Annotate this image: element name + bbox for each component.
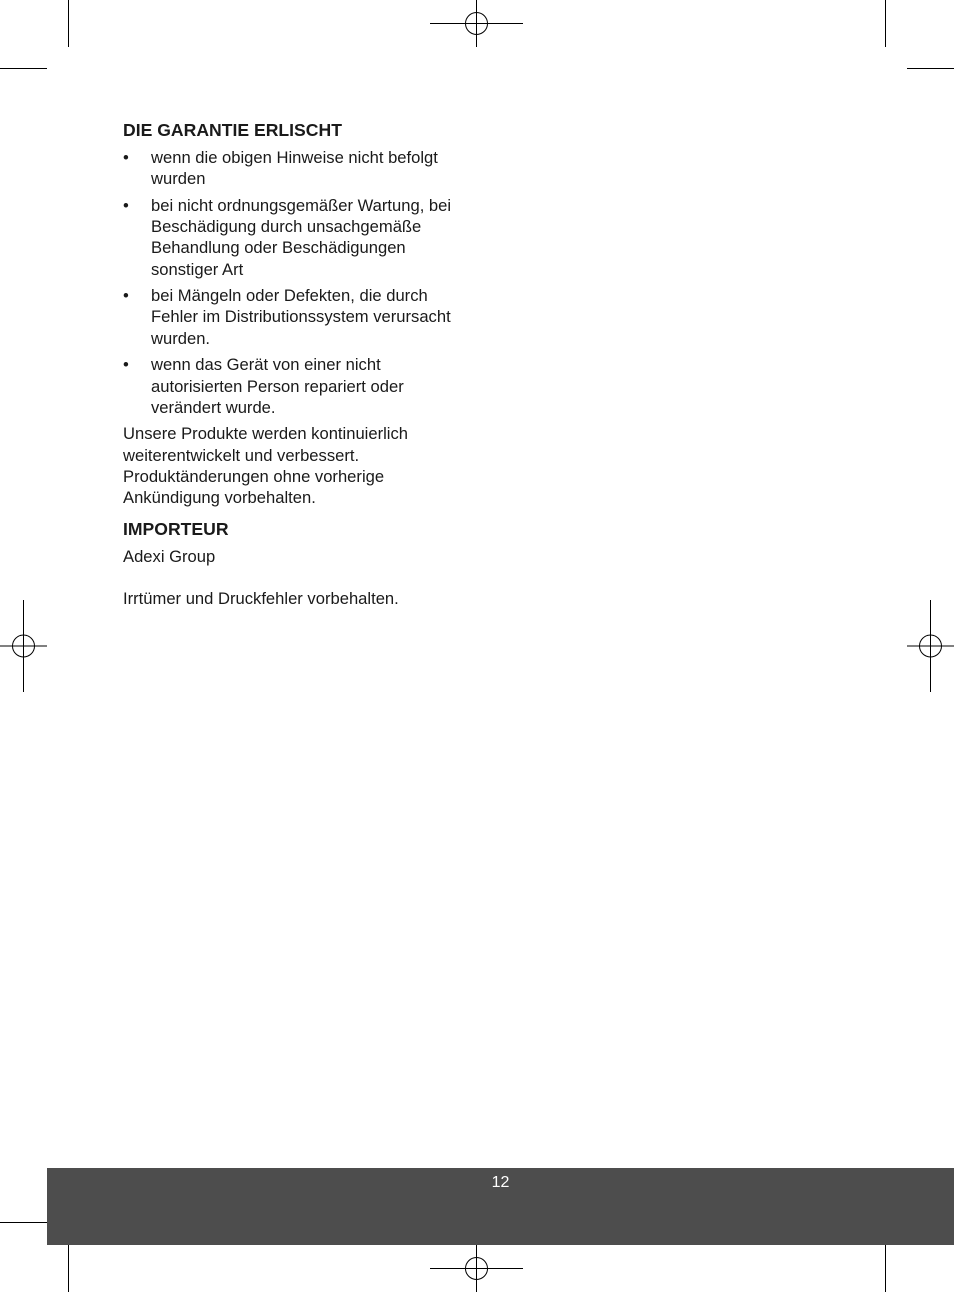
list-item: [123, 285, 468, 349]
list-item: [123, 195, 468, 280]
warranty-heading: DIE GARANTIE ERLISCHT: [123, 120, 342, 140]
importer-name: Adexi Group: [123, 547, 216, 567]
list-item-text: bei Mängeln oder Defekten, die durch Fehler im Distributionssystem verursacht wurden.: [151, 286, 451, 348]
bullet-icon: •: [123, 195, 129, 215]
list-item-text: wenn die obigen Hinweise nicht befolgt wurden: [151, 148, 438, 189]
errors-disclaimer: Irrtümer und Druckfehler vorbehalten.: [123, 589, 399, 609]
importer-heading: IMPORTEUR: [123, 519, 229, 540]
page-number: 12: [491, 1174, 510, 1191]
bullet-icon: •: [123, 286, 129, 306]
spacer: [123, 567, 468, 588]
registration-mark-left: [0, 600, 47, 692]
registration-mark-bottom: [430, 1245, 523, 1292]
footer-bar: [47, 1168, 954, 1245]
list-item: [123, 147, 468, 189]
list-item-text: bei nicht ordnungsgemäßer Wartung, bei Beschädigung durch unsachgemäße Behandlung oder Beschädigungen sonstiger Art: [151, 195, 452, 279]
list-item: [123, 354, 468, 418]
registration-mark-right: [907, 600, 954, 692]
product-development-note: Unsere Produkte werden kontinuierlich weiterentwickelt und verbessert. Produktänderungen ohne vorherige Ankündigung vorbehalten.: [123, 424, 409, 508]
warranty-conditions-list: [123, 147, 468, 418]
bullet-icon: •: [123, 148, 129, 167]
bullet-icon: •: [123, 355, 129, 375]
registration-mark-top: [430, 0, 523, 47]
list-item-text: wenn das Gerät von einer nicht autorisierten Person repariert oder verändert wurde.: [151, 355, 404, 417]
page-content: [123, 119, 468, 610]
